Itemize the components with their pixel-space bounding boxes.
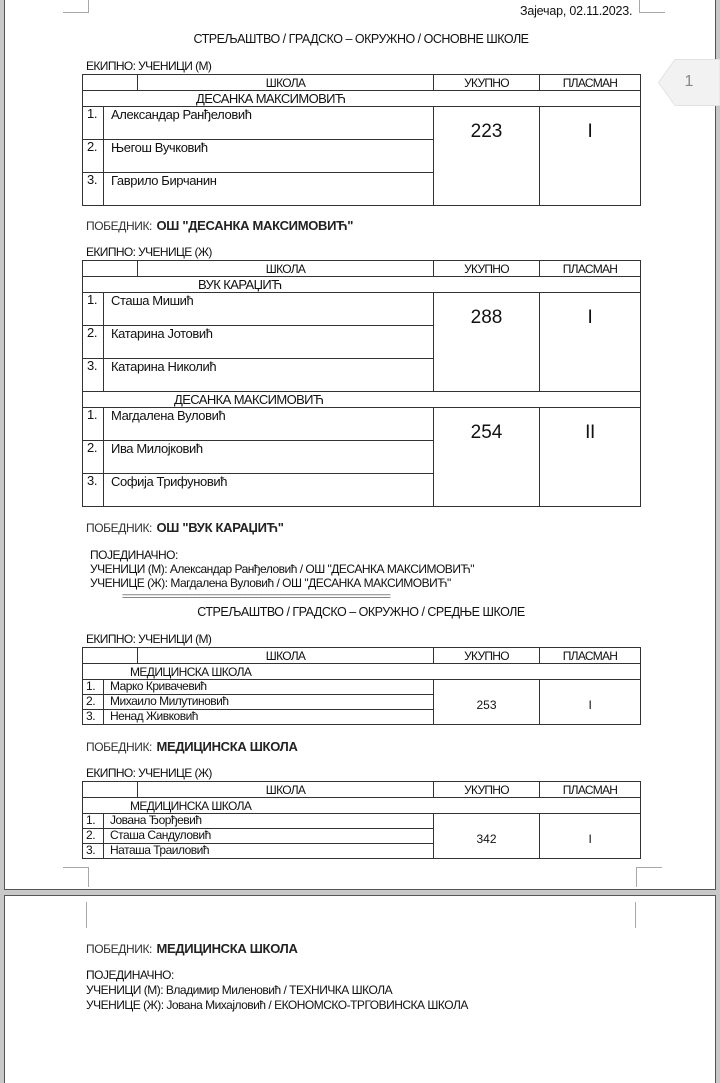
team-total: 253 [434, 680, 540, 725]
member-number: 1. [83, 680, 104, 695]
member-name: Катарина Јотовић [104, 326, 434, 359]
individual-boys-result: УЧЕНИЦИ (М): Владимир Миленовић / ТЕХНИЧКА ШКОЛА [86, 983, 393, 997]
document-date: Зајечар, 02.11.2023. [520, 4, 633, 18]
member-number: 2. [83, 441, 104, 474]
team-girls-label: ЕКИПНО: УЧЕНИЦЕ (Ж) [86, 245, 212, 259]
team-boys-label: ЕКИПНО: УЧЕНИЦИ (М) [86, 632, 212, 646]
member-number: 2. [83, 695, 104, 710]
member-name: Његош Вучковић [104, 140, 434, 173]
individual-girls-result: УЧЕНИЦЕ (Ж): Магдалена Вуловић / ОШ "ДЕСАНКА МАКСИМОВИЋ" [90, 576, 451, 590]
member-number: 3. [83, 359, 104, 392]
results-table-primary-boys [82, 74, 641, 206]
results-table-secondary-girls [82, 781, 641, 859]
winner-prefix: ПОБЕДНИК: [86, 740, 152, 754]
team-place: I [540, 680, 641, 725]
document-page-2 [4, 895, 716, 1083]
header-total: УКУПНО [434, 75, 540, 91]
winner-name: ОШ "ВУК КАРАЏИЋ" [156, 520, 284, 535]
school-row [83, 798, 641, 814]
school-row [83, 392, 641, 408]
header-school: ШКОЛА [138, 75, 434, 91]
team-boys-label: ЕКИПНО: УЧЕНИЦИ (М) [86, 59, 212, 73]
winner-name: МЕДИЦИНСКА ШКОЛА [156, 941, 298, 956]
team-place: II [540, 408, 641, 507]
table-row [83, 408, 641, 441]
member-name: Сташа Сандуловић [104, 829, 434, 844]
member-name: Ива Милојковић [104, 441, 434, 474]
school-name: ВУК КАРАЏИЋ [83, 277, 641, 293]
header-total: УКУПНО [434, 782, 540, 798]
winner-line [86, 217, 353, 235]
header-total: УКУПНО [434, 261, 540, 277]
winner-line [86, 519, 284, 537]
member-name: Магдалена Вуловић [104, 408, 434, 441]
header-blank-cell [83, 75, 138, 91]
school-row [83, 91, 641, 107]
page-margin-corner [636, 867, 662, 887]
member-number: 3. [83, 474, 104, 507]
header-place: ПЛАСМАН [540, 782, 641, 798]
header-school: ШКОЛА [138, 782, 434, 798]
member-number: 1. [83, 814, 104, 829]
school-name: МЕДИЦИНСКА ШКОЛА [83, 664, 641, 680]
member-name: Марко Кривачевић [104, 680, 434, 695]
page-margin-corner [63, 0, 89, 13]
page-margin-marker [635, 902, 636, 928]
individual-label: ПОЈЕДИНАЧНО: [90, 548, 178, 562]
header-blank-cell [83, 782, 138, 798]
school-name: МЕДИЦИНСКА ШКОЛА [83, 798, 641, 814]
member-number: 2. [83, 140, 104, 173]
section-title-primary-schools: СТРЕЉАШТВО / ГРАДСКО – ОКРУЖНО / ОСНОВНЕ ШКОЛЕ [193, 32, 529, 46]
member-number: 1. [83, 107, 104, 140]
member-number: 1. [83, 293, 104, 326]
section-separator: ================================================================== [122, 591, 390, 601]
school-name: ДЕСАНКА МАКСИМОВИЋ [83, 392, 641, 408]
individual-boys-result: УЧЕНИЦИ (М): Александар Ранђеловић / ОШ "ДЕСАНКА МАКСИМОВИЋ" [90, 562, 474, 576]
table-header-row [83, 782, 641, 798]
winner-line [86, 738, 298, 756]
page-number-indicator[interactable] [658, 59, 720, 106]
member-number: 2. [83, 326, 104, 359]
table-header-row [83, 648, 641, 664]
member-name: Ненад Живковић [104, 710, 434, 725]
member-number: 1. [83, 408, 104, 441]
header-school: ШКОЛА [138, 648, 434, 664]
team-total: 223 [434, 107, 540, 206]
school-row [83, 664, 641, 680]
member-name: Сташа Мишић [104, 293, 434, 326]
team-place: I [540, 814, 641, 859]
page-number: 1 [684, 73, 694, 90]
member-name: Гаврило Бирчанин [104, 173, 434, 206]
page-margin-corner [639, 0, 665, 13]
member-name: Софија Трифуновић [104, 474, 434, 507]
table-row [83, 107, 641, 140]
team-total: 288 [434, 293, 540, 392]
section-title-secondary-schools: СТРЕЉАШТВО / ГРАДСКО – ОКРУЖНО / СРЕДЊЕ ШКОЛЕ [197, 605, 525, 619]
member-name: Наташа Траиловић [104, 844, 434, 859]
member-number: 3. [83, 710, 104, 725]
member-name: Михаило Милутиновић [104, 695, 434, 710]
header-place: ПЛАСМАН [540, 75, 641, 91]
table-row [83, 814, 641, 829]
results-table-primary-girls [82, 260, 641, 507]
team-place: I [540, 107, 641, 206]
individual-girls-result: УЧЕНИЦЕ (Ж): Јована Михајловић / ЕКОНОМСКО-ТРГОВИНСКА ШКОЛА [86, 998, 468, 1012]
header-place: ПЛАСМАН [540, 648, 641, 664]
document-page-1 [4, 0, 716, 890]
team-total: 254 [434, 408, 540, 507]
winner-name: ОШ "ДЕСАНКА МАКСИМОВИЋ" [156, 218, 354, 233]
team-girls-label: ЕКИПНО: УЧЕНИЦЕ (Ж) [86, 766, 212, 780]
winner-name: МЕДИЦИНСКА ШКОЛА [156, 739, 298, 754]
member-name: Катарина Николић [104, 359, 434, 392]
table-row [83, 293, 641, 326]
member-name: Јована Ђорђевић [104, 814, 434, 829]
member-name: Александар Ранђеловић [104, 107, 434, 140]
team-place: I [540, 293, 641, 392]
member-number: 3. [83, 173, 104, 206]
individual-label: ПОЈЕДИНАЧНО: [86, 968, 174, 982]
table-header-row [83, 261, 641, 277]
school-row [83, 277, 641, 293]
header-school: ШКОЛА [138, 261, 434, 277]
header-place: ПЛАСМАН [540, 261, 641, 277]
winner-prefix: ПОБЕДНИК: [86, 521, 152, 535]
table-header-row [83, 75, 641, 91]
page-margin-corner [63, 867, 89, 887]
header-blank-cell [83, 648, 138, 664]
school-name: ДЕСАНКА МАКСИМОВИЋ [83, 91, 641, 107]
header-total: УКУПНО [434, 648, 540, 664]
team-total: 342 [434, 814, 540, 859]
table-row [83, 680, 641, 695]
results-table-secondary-boys [82, 647, 641, 725]
winner-prefix: ПОБЕДНИК: [86, 942, 152, 956]
winner-prefix: ПОБЕДНИК: [86, 219, 152, 233]
member-number: 2. [83, 829, 104, 844]
member-number: 3. [83, 844, 104, 859]
winner-line [86, 940, 298, 958]
page-margin-marker [86, 902, 87, 928]
header-blank-cell [83, 261, 138, 277]
